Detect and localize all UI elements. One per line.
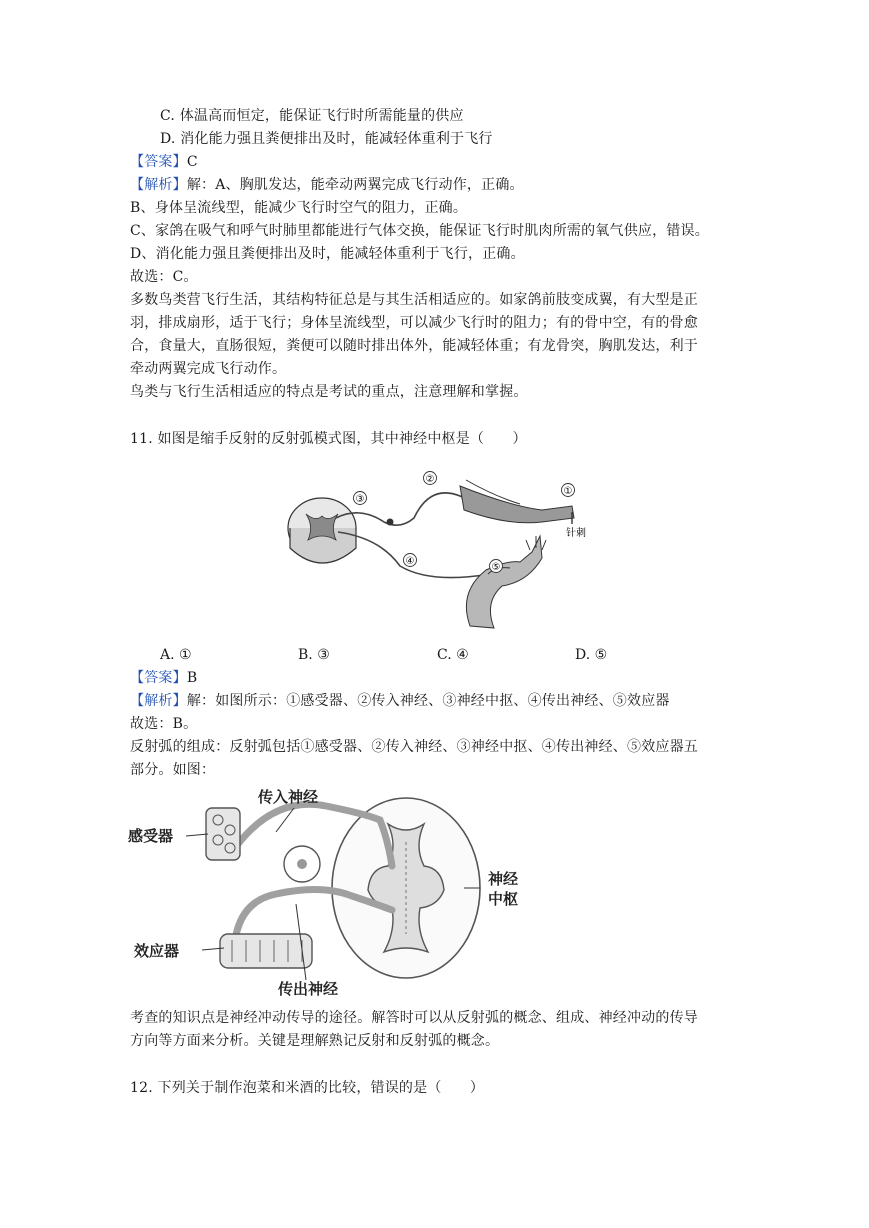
label-effector: 效应器 bbox=[134, 942, 180, 960]
label-receptor: 感受器 bbox=[128, 827, 174, 845]
effector-structure bbox=[220, 934, 312, 968]
analysis-tag: 【解析】 bbox=[130, 693, 187, 709]
q11-summary-line: 方向等方面来分析。关键是理解熟记反射和反射弧的概念。 bbox=[130, 1033, 500, 1049]
q11-analysis-line: 故选：B。 bbox=[130, 716, 198, 732]
answer-tag: 【答案】 bbox=[130, 154, 187, 170]
label-efferent-nerve: 传出神经 bbox=[278, 980, 339, 996]
answer-tag: 【答案】 bbox=[130, 670, 187, 686]
q11-option-d: D. ⑤ bbox=[575, 647, 608, 663]
figure1-label: ② bbox=[425, 474, 435, 485]
q11-option-a: A. ① bbox=[160, 647, 192, 663]
q10-analysis-line: 故选：C。 bbox=[130, 269, 198, 285]
q11-analysis-line: 反射弧的组成：反射弧包括①感受器、②传入神经、③神经中抠、④传出神经、⑤效应器五 bbox=[130, 739, 698, 755]
q10-option-c: C. 体温高而恒定，能保证飞行时所需能量的供应 bbox=[160, 108, 464, 124]
q11-option-c: C. ④ bbox=[437, 647, 469, 663]
analysis-text: 解：A、胸肌发达，能牵动两翼完成飞行动作，正确。 bbox=[186, 177, 524, 193]
answer-value: B bbox=[186, 670, 198, 686]
reflex-arc-diagram bbox=[126, 784, 546, 996]
label-nerve-center-2: 中枢 bbox=[488, 890, 519, 908]
q10-analysis-line: D、消化能力强且粪便排出及时，能减轻体重利于飞行，正确。 bbox=[130, 246, 525, 262]
figure1-label-needle: 针刺 bbox=[566, 528, 586, 539]
q10-analysis-line: 牵动两翼完成飞行动作。 bbox=[130, 361, 287, 377]
q11-question: 11. 如图是缩手反射的反射弧模式图，其中神经中枢是（ ） bbox=[130, 431, 527, 447]
label-nerve-center-1: 神经 bbox=[488, 870, 519, 888]
reflex-arc-figure bbox=[280, 466, 600, 636]
analysis-tag: 【解析】 bbox=[130, 177, 187, 193]
q10-analysis-line: C、家鸽在吸气和呼气时肺里都能进行气体交换，能保证飞行时肌肉所需的氧气供应，错误。 bbox=[130, 223, 709, 239]
q10-analysis-line: 多数鸟类营飞行生活，其结构特征总是与其生活相适应的。如家鸽前肢变成翼，有大型是正 bbox=[130, 292, 698, 308]
q10-analysis-first bbox=[130, 174, 524, 196]
receptor-structure bbox=[206, 808, 240, 860]
q10-answer bbox=[130, 151, 198, 173]
q10-analysis-line: 羽，排成扇形，适于飞行；身体呈流线型，可以减少飞行时的阻力；有的骨中空，有的骨愈 bbox=[130, 315, 698, 331]
answer-value: C bbox=[186, 154, 198, 170]
figure1-label: ③ bbox=[355, 494, 365, 505]
q10-analysis-line: B、身体呈流线型，能减少飞行时空气的阻力，正确。 bbox=[130, 200, 468, 216]
q10-option-d: D. 消化能力强且粪便排出及时，能减轻体重利于飞行 bbox=[160, 131, 493, 147]
q11-option-b: B. ③ bbox=[298, 647, 330, 663]
q10-analysis-line: 合，食量大，直肠很短，粪便可以随时排出体外，能减轻体重；有龙骨突，胸肌发达，利于 bbox=[130, 338, 698, 354]
figure1-label: ④ bbox=[405, 556, 415, 567]
q11-answer bbox=[130, 667, 197, 689]
analysis-text: 解：如图所示：①感受器、②传入神经、③神经中抠、④传出神经、⑤效应器 bbox=[186, 693, 670, 709]
q12-question: 12. 下列关于制作泡菜和米酒的比较，错误的是（ ） bbox=[130, 1080, 485, 1096]
figure1-label: ⑤ bbox=[491, 562, 501, 573]
label-afferent-nerve: 传入神经 bbox=[258, 788, 319, 806]
q11-analysis-line: 部分。如图： bbox=[130, 762, 216, 778]
figure1-label: ① bbox=[563, 486, 573, 497]
q10-analysis-line: 鸟类与飞行生活相适应的特点是考试的重点，注意理解和掌握。 bbox=[130, 384, 528, 400]
q11-summary-line: 考查的知识点是神经冲动传导的途径。解答时可以从反射弧的概念、组成、神经冲动的传导 bbox=[130, 1010, 698, 1026]
q11-analysis-first bbox=[130, 690, 670, 712]
